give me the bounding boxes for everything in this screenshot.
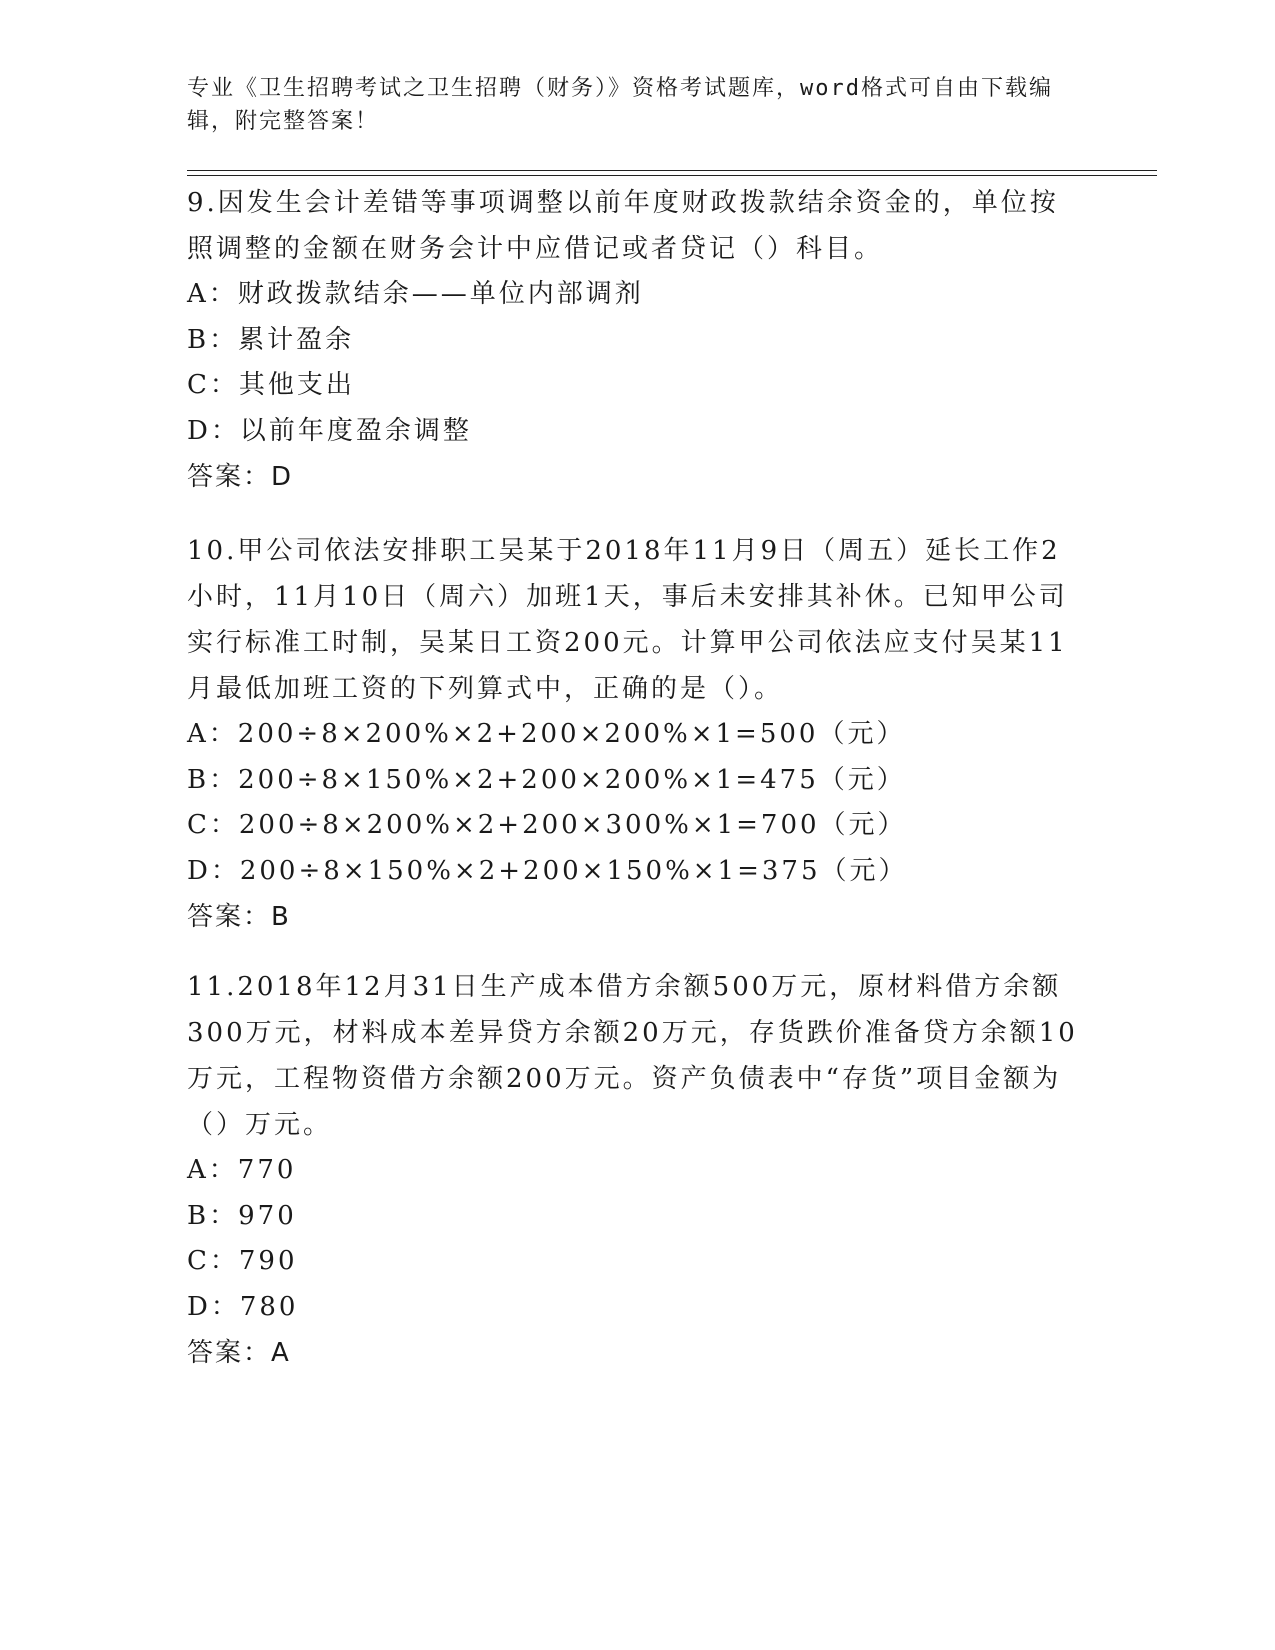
option-d: D：以前年度盈余调整 xyxy=(187,415,472,446)
header-rule-top xyxy=(187,170,1157,171)
question-stem: 9.因发生会计差错等事项调整以前年度财政拨款结余资金的，单位按照调整的金额在财务会计中应借记或者贷记（）科目。 xyxy=(187,188,1059,264)
option-b: B：累计盈余 xyxy=(187,324,355,355)
option-c: C：200÷8×200%×2+200×300%×1=700（元） xyxy=(187,810,907,840)
question-9 xyxy=(187,180,1087,500)
answer: 答案：D xyxy=(187,462,294,492)
answer: 答案：A xyxy=(187,1338,291,1368)
answer: 答案：B xyxy=(187,902,291,932)
option-a: A：770 xyxy=(187,1155,297,1185)
option-c: C：790 xyxy=(187,1246,298,1276)
option-b: B：970 xyxy=(187,1200,297,1231)
question-stem: 10.甲公司依法安排职工吴某于2018年11月9日（周五）延长工作2小时，11月10日（周六）加班1天，事后未安排其补休。已知甲公司实行标准工时制，吴某日工资200元。计算甲公司依法应支付吴某11月最低加班工资的下列算式中，正确的是（）。 xyxy=(187,536,1068,704)
option-b: B：200÷8×150%×2+200×200%×1=475（元） xyxy=(187,764,906,795)
question-10 xyxy=(187,528,1087,940)
document-header: 专业《卫生招聘考试之卫生招聘（财务）》资格考试题库，word格式可自由下载编辑，附完整答案！ xyxy=(187,76,1053,134)
question-11 xyxy=(187,964,1087,1376)
option-c: C：其他支出 xyxy=(187,370,355,400)
header-rule-bottom xyxy=(187,175,1157,176)
option-d: D：780 xyxy=(187,1291,299,1322)
option-a: A：200÷8×200%×2+200×200%×1=500（元） xyxy=(187,719,906,749)
question-stem: 11.2018年12月31日生产成本借方余额500万元，原材料借方余额300万元，材料成本差异贷方余额20万元，存货跌价准备贷方余额10万元，工程物资借方余额200万元。资产负债表中“存货”项目金额为（）万元。 xyxy=(187,972,1078,1140)
option-a: A：财政拨款结余——单位内部调剂 xyxy=(187,279,644,309)
option-d: D：200÷8×150%×2+200×150%×1=375（元） xyxy=(187,855,908,886)
